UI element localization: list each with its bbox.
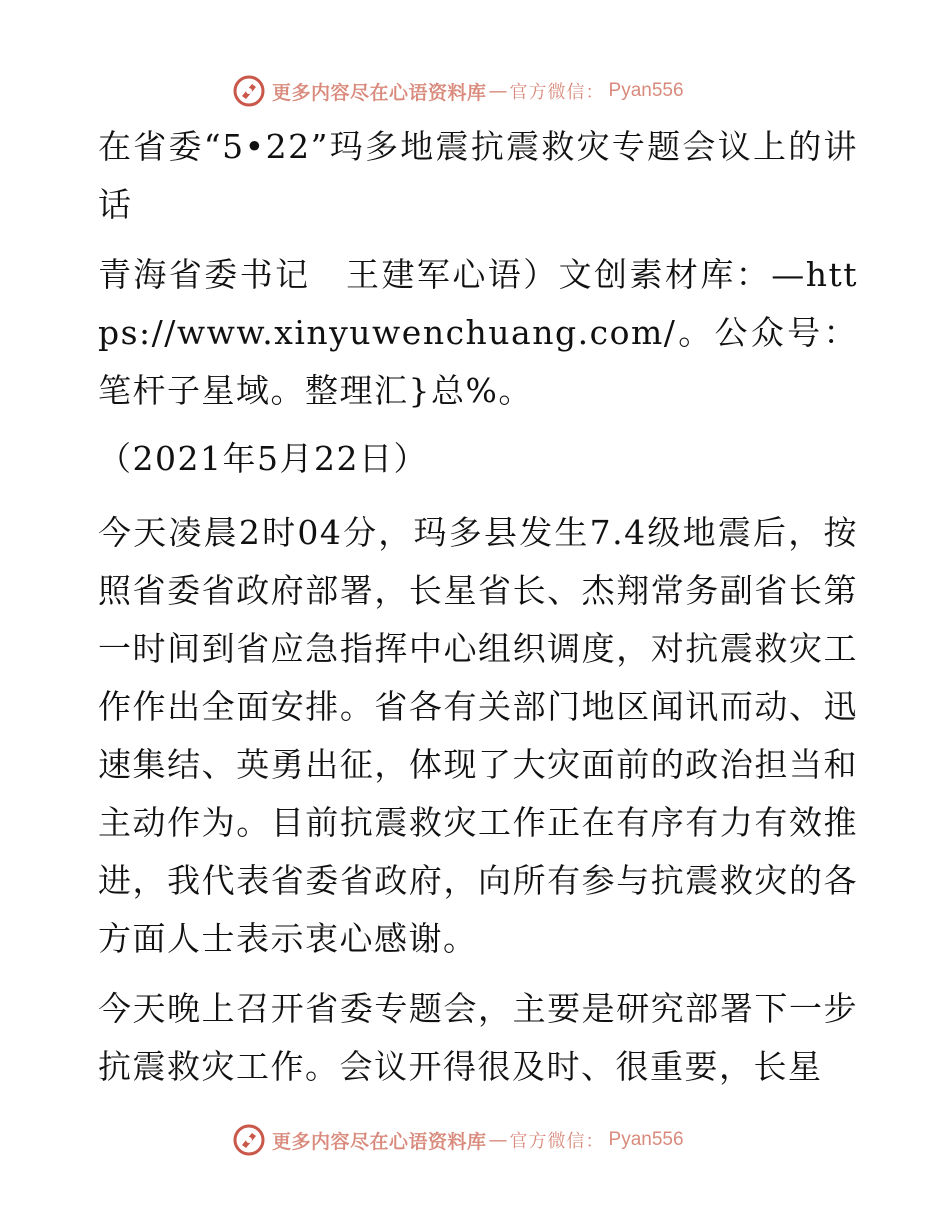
watermark-library-text: 更多内容尽在心语资料库 <box>272 1130 487 1153</box>
watermark-dash: — <box>488 1129 508 1151</box>
xinyu-logo-icon <box>232 74 266 108</box>
watermark-library-text: 更多内容尽在心语资料库 <box>272 81 487 104</box>
paragraph: 今天凌晨2时04分，玛多县发生7.4级地震后，按照省委省政府部署，长星省长、杰翔常务副省长第一时间到省应急指挥中心组织调度，对抗震救灾工作作出全面安排。省各有关部门地区闻讯而动、迅速集结、英勇出征，体现了大灾面前的政治担当和主动作为。目前抗震救灾工作正在有序有力有效推进，我代表省委省政府，向所有参与抗震救灾的各方面人士表示衷心感谢。 <box>98 513 858 958</box>
author-line: 青海省委书记 王建军心语）文创素材库：—https://www.xinyuwenchuang.com/。公众号：笔杆子星域。整理汇}总%。 <box>98 255 858 410</box>
watermark-official-label: 官方微信： <box>509 82 605 103</box>
paragraph: 今天晚上召开省委专题会，主要是研究部署下一步抗震救灾工作。会议开得很及时、很重要，长星 <box>98 989 858 1086</box>
watermark-wechat-id: Pyan556 <box>608 1129 684 1150</box>
xinyu-logo-icon <box>232 1123 266 1157</box>
header-watermark <box>232 71 684 111</box>
document-body <box>98 118 858 1096</box>
document-title: 在省委“5•22”玛多地震抗震救灾专题会议上的讲话 <box>98 127 858 224</box>
watermark-wechat-id: Pyan556 <box>608 80 684 101</box>
footer-watermark <box>232 1120 684 1160</box>
watermark-dash: — <box>488 80 508 102</box>
watermark-official-label: 官方微信： <box>509 1131 605 1152</box>
document-date: （2021年5月22日） <box>98 439 428 478</box>
